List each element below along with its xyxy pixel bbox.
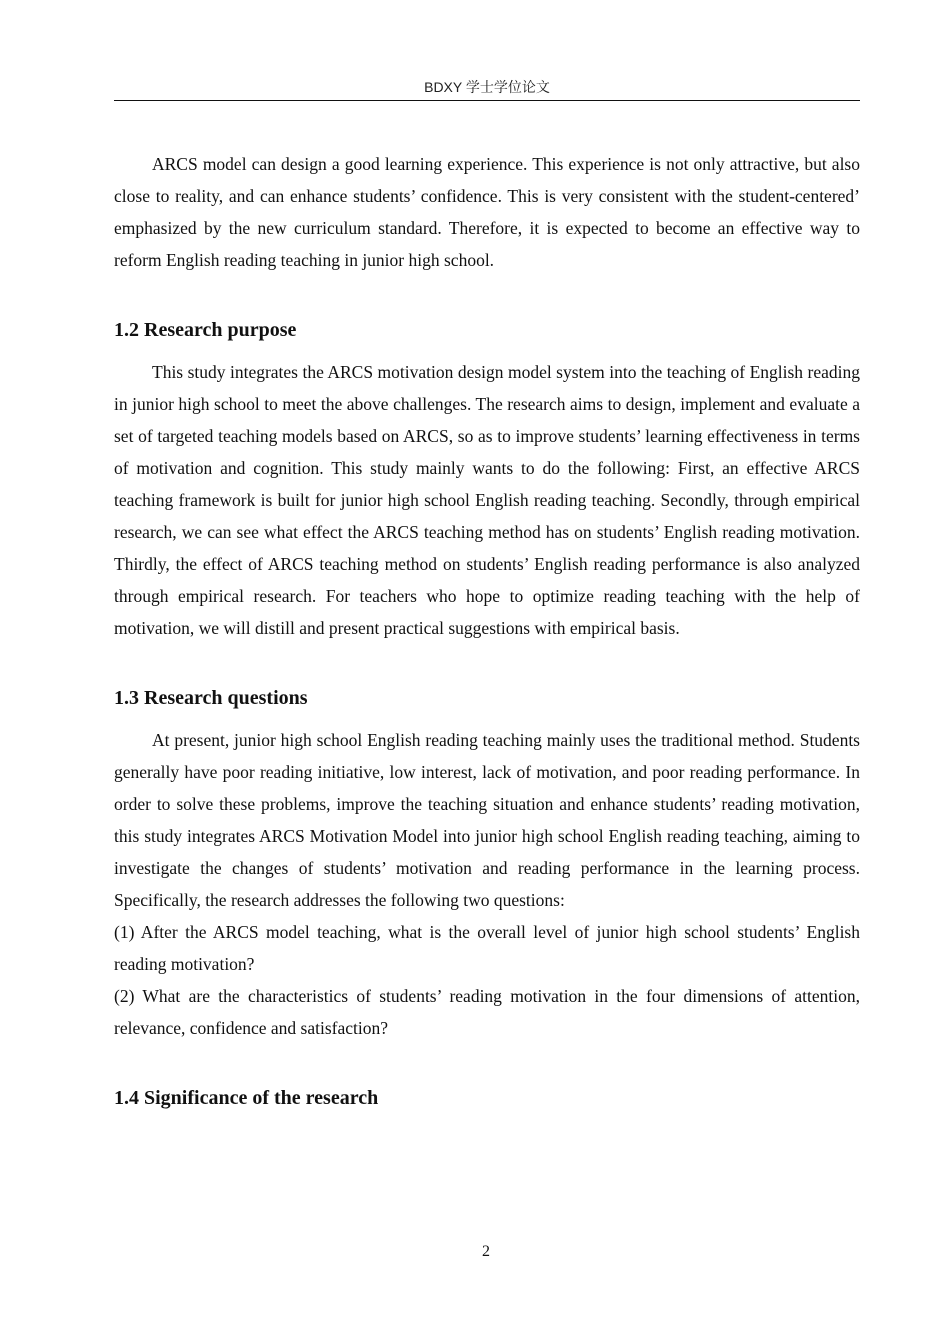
intro-paragraph: ARCS model can design a good learning experience. This experience is not only attractive, but also close to reality, and can enhance students’ confidence. This is very consistent with the student-centered’ emphasized by the new curriculum standard. Therefore, it is expected to become an effective way to reform English reading teaching in junior high school. <box>114 154 860 270</box>
section-heading-significance: 1.4 Significance of the research <box>114 1087 379 1109</box>
header-rule <box>114 100 860 101</box>
research-question-item: (2) What are the characteristics of students’ reading motivation in the four dimensions of attention, relevance, confidence and satisfaction? <box>114 986 860 1038</box>
running-header: BDXY 学士学位论文 <box>424 79 550 95</box>
research-question-item: (1) After the ARCS model teaching, what is the overall level of junior high school students’ English reading motivation? <box>114 922 860 974</box>
section-heading-research-purpose: 1.2 Research purpose <box>114 319 297 341</box>
section-heading-research-questions: 1.3 Research questions <box>114 687 308 709</box>
research-purpose-paragraph: This study integrates the ARCS motivation design model system into the teaching of English reading in junior high school to meet the above challenges. The research aims to design, implement and evaluate a set of targeted teaching models based on ARCS, so as to improve students’ learning effectiveness in terms of motivation and cognition. This study mainly wants to do the following: First, an effective ARCS teaching framework is built for junior high school English reading teaching. Secondly, through empirical research, we can see what effect the ARCS teaching method has on students’ English reading motivation. Thirdly, the effect of ARCS teaching method on students’ English reading performance is also analyzed through empirical research. For teachers who hope to optimize reading teaching with the help of motivation, we will distill and present practical suggestions with empirical basis. <box>114 362 860 638</box>
page-content <box>114 148 860 1112</box>
research-questions-paragraph: At present, junior high school English reading teaching mainly uses the traditional method. Students generally have poor reading initiative, low interest, lack of motivation, and poor reading performance. In order to solve these problems, improve the teaching situation and enhance students’ reading motivation, this study integrates ARCS Motivation Model into junior high school English reading teaching, aiming to investigate the changes of students’ motivation and reading performance in the learning process. Specifically, the research addresses the following two questions: <box>114 730 860 910</box>
page-number: 2 <box>482 1243 490 1260</box>
